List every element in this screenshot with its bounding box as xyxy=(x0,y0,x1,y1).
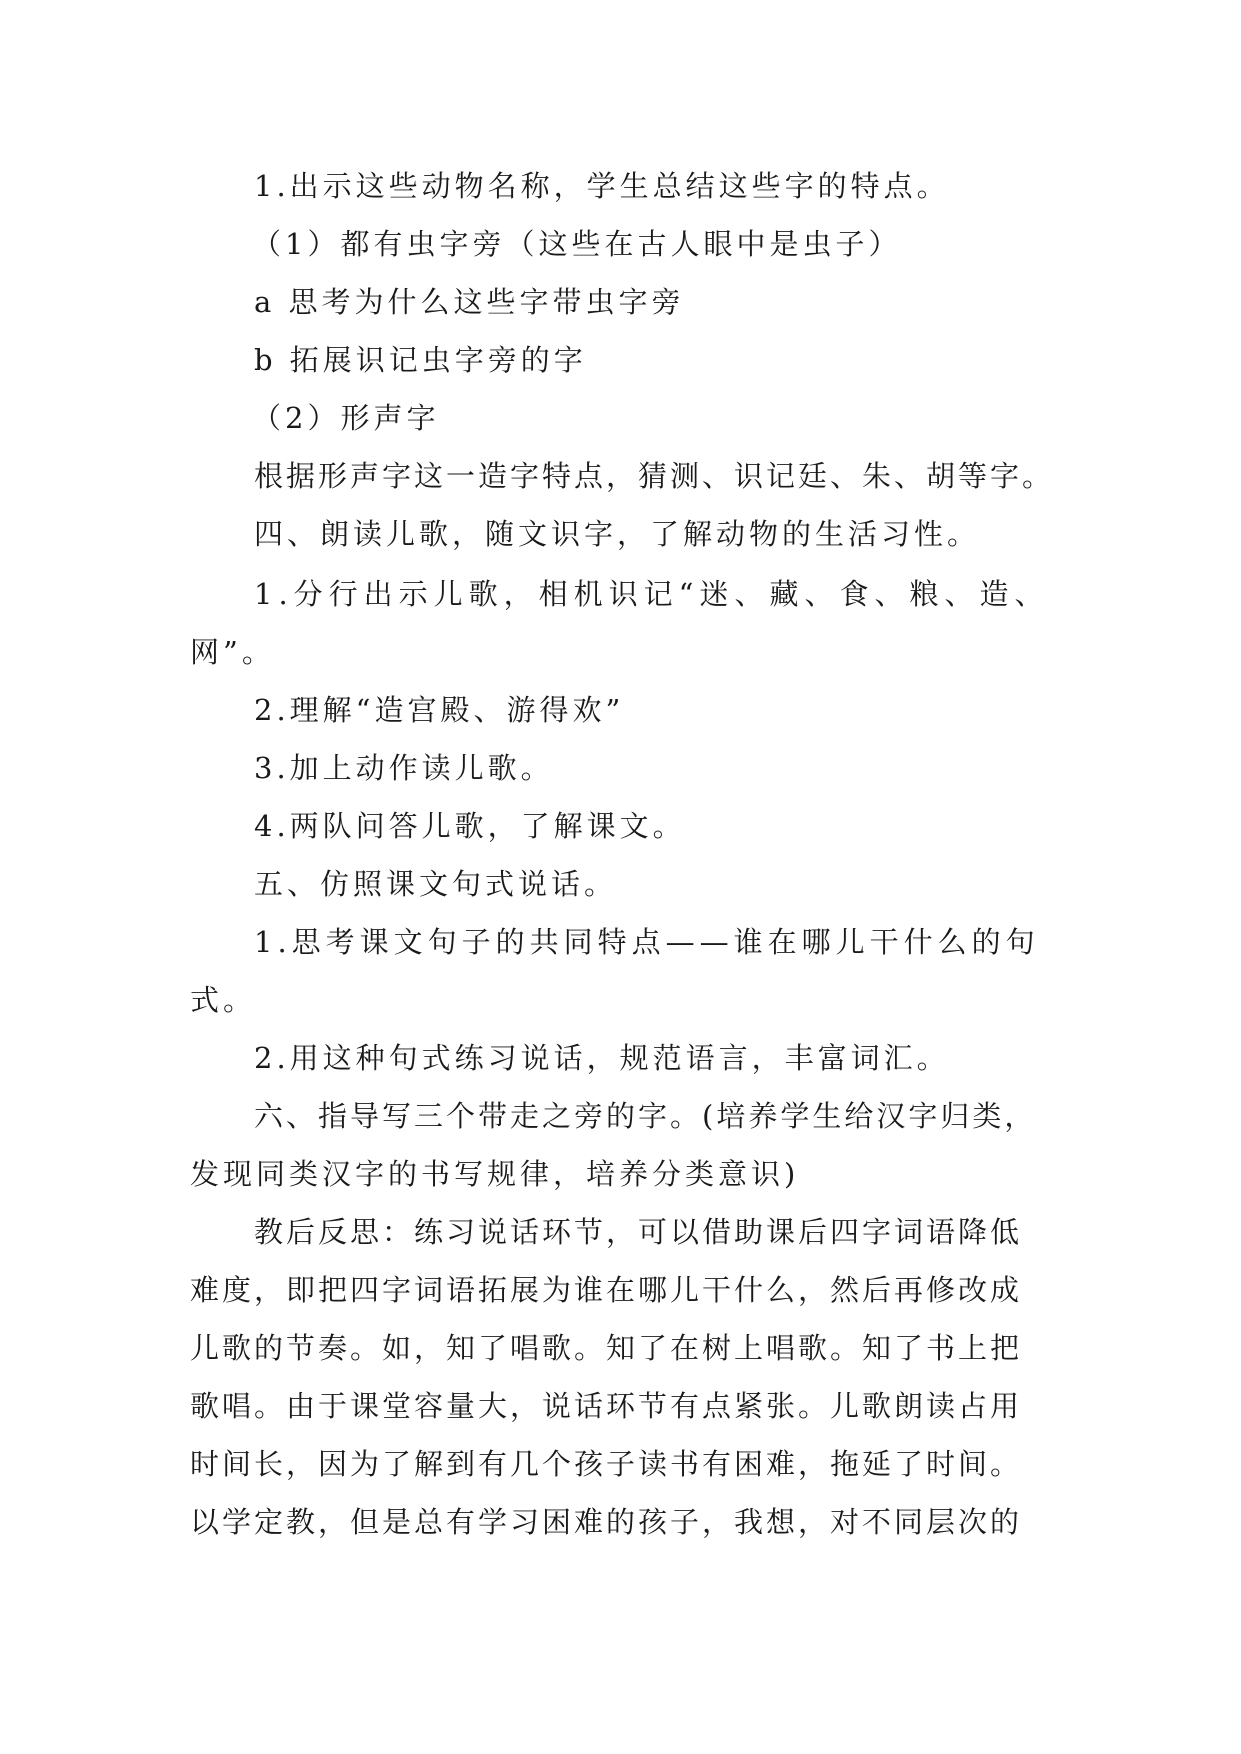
paragraph-line: 发现同类汉字的书写规律，培养分类意识) xyxy=(190,1157,800,1191)
paragraph-line: a 思考为什么这些字带虫字旁 xyxy=(254,285,685,319)
paragraph-line: 歌唱。由于课堂容量大，说话环节有点紧张。儿歌朗读占用 xyxy=(190,1389,1023,1423)
paragraph-line: 根据形声字这一造字特点，猜测、识记廷、朱、胡等字。 xyxy=(254,459,1055,493)
paragraph-line: 五、仿照课文句式说话。 xyxy=(254,867,618,901)
paragraph-line: 3.加上动作读儿歌。 xyxy=(254,751,554,785)
paragraph-line: 教后反思：练习说话环节，可以借助课后四字词语降低 xyxy=(254,1215,1023,1249)
paragraph-line: 儿歌的节奏。如，知了唱歌。知了在树上唱歌。知了书上把 xyxy=(190,1331,1023,1365)
paragraph-line: （2）形声字 xyxy=(252,401,440,435)
paragraph-line: 式。 xyxy=(190,983,257,1017)
paragraph-line: 2.用这种句式练习说话，规范语言，丰富词汇。 xyxy=(254,1041,950,1075)
paragraph-line: 以学定教，但是总有学习困难的孩子，我想，对不同层次的 xyxy=(190,1505,1023,1539)
paragraph-line: 四、朗读儿歌，随文识字，了解动物的生活习性。 xyxy=(254,517,981,551)
paragraph-line: 1.思考课文句子的共同特点——谁在哪儿干什么的句 xyxy=(254,925,1040,959)
paragraph-line: 时间长，因为了解到有几个孩子读书有困难，拖延了时间。 xyxy=(190,1447,1023,1481)
paragraph-line: 1.出示这些动物名称，学生总结这些字的特点。 xyxy=(254,169,950,203)
paragraph-line: 六、指导写三个带走之旁的字。(培养学生给汉字归类， xyxy=(254,1099,1037,1133)
paragraph-line: 难度，即把四字词语拓展为谁在哪儿干什么，然后再修改成 xyxy=(190,1273,1023,1307)
paragraph-line: 1.分行出示儿歌，相机识记“迷、藏、食、粮、造、 xyxy=(254,577,1050,611)
paragraph-line: 网”。 xyxy=(190,635,275,669)
paragraph-line: 2.理解“造宫殿、游得欢” xyxy=(254,693,625,727)
paragraph-line: 4.两队问答儿歌，了解课文。 xyxy=(254,809,686,843)
paragraph-line: b 拓展识记虫字旁的字 xyxy=(254,343,587,377)
paragraph-line: （1）都有虫字旁（这些在古人眼中是虫子） xyxy=(252,227,902,261)
